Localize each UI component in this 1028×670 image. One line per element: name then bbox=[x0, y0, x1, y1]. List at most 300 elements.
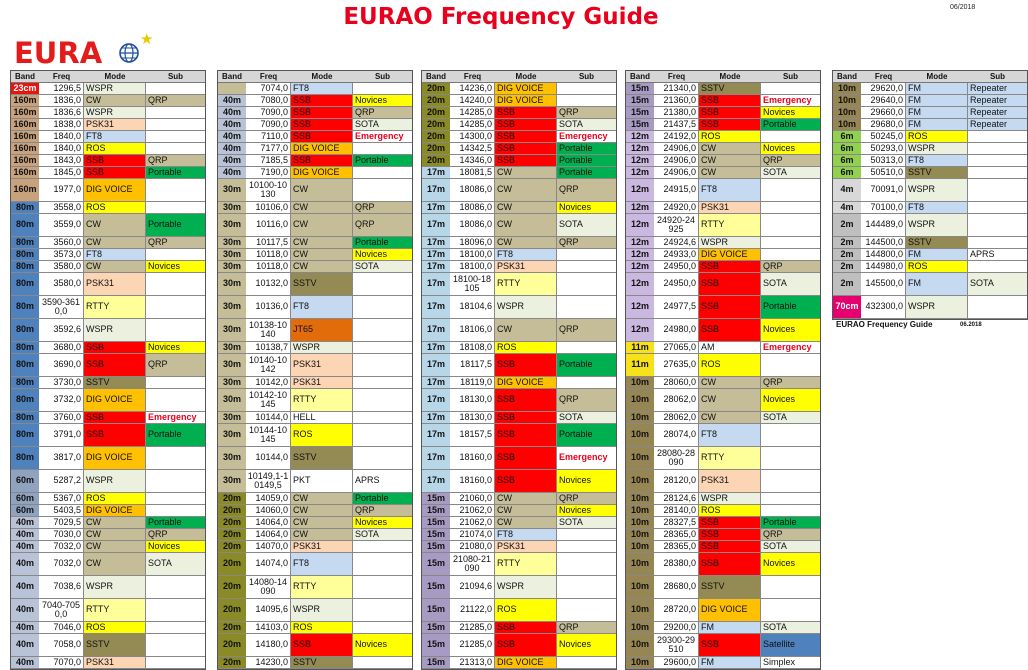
freq-cell: 29600,0 bbox=[654, 657, 699, 668]
band-cell: 15m bbox=[422, 493, 451, 504]
freq-cell: 18106,0 bbox=[450, 319, 495, 341]
table-row bbox=[218, 167, 412, 179]
band-cell: 15m bbox=[422, 529, 451, 540]
sub-cell bbox=[353, 576, 412, 598]
band-cell: 15m bbox=[626, 119, 655, 130]
table-row bbox=[218, 95, 412, 107]
sub-cell: QRP bbox=[353, 107, 412, 118]
freq-cell: 28327,5 bbox=[654, 517, 699, 528]
logo-text: EURA bbox=[14, 36, 103, 70]
sub-cell bbox=[557, 576, 616, 598]
band-cell: 10m bbox=[626, 541, 655, 552]
freq-cell: 18086,0 bbox=[450, 202, 495, 213]
freq-cell: 7032,0 bbox=[39, 541, 84, 552]
band-cell: 20m bbox=[422, 131, 451, 142]
band-cell: 17m bbox=[422, 237, 451, 248]
band-cell: 10m bbox=[626, 447, 655, 469]
mode-cell: PSK31 bbox=[699, 470, 761, 492]
mode-cell: ROS bbox=[495, 342, 557, 353]
table-row bbox=[422, 214, 616, 237]
sub-cell: Novices bbox=[557, 505, 616, 516]
mode-cell: PSK31 bbox=[291, 354, 353, 376]
freq-cell: 10100-10130 bbox=[246, 179, 291, 201]
sub-cell: QRP bbox=[557, 179, 616, 201]
sub-cell: Portable bbox=[353, 237, 412, 248]
table-row bbox=[422, 505, 616, 517]
mode-cell: CW bbox=[699, 155, 761, 166]
band-cell: 12m bbox=[626, 214, 655, 236]
mode-cell: ROS bbox=[291, 622, 353, 633]
band-cell: 80m bbox=[11, 273, 40, 295]
mode-cell: SSB bbox=[84, 167, 146, 178]
sub-cell: QRP bbox=[761, 155, 820, 166]
freq-cell: 18100,0 bbox=[450, 249, 495, 260]
sub-cell: Portable bbox=[146, 214, 205, 236]
sub-cell bbox=[146, 107, 205, 118]
table-row bbox=[833, 155, 1027, 167]
freq-cell: 24977,5 bbox=[654, 296, 699, 318]
table-row bbox=[626, 412, 820, 424]
sub-cell: Novices bbox=[761, 143, 820, 154]
mode-cell: SSB bbox=[291, 634, 353, 656]
band-cell: 10m bbox=[833, 95, 862, 106]
table-row bbox=[11, 412, 205, 424]
mode-cell: WSPR bbox=[291, 342, 353, 353]
table-row bbox=[11, 529, 205, 541]
sub-cell bbox=[146, 634, 205, 656]
date-label: 06/2018 bbox=[950, 4, 976, 11]
table-row bbox=[218, 576, 412, 599]
freq-cell: 14095,6 bbox=[246, 599, 291, 621]
table-row bbox=[833, 107, 1027, 119]
sub-cell bbox=[146, 119, 205, 130]
freq-cell: 144500,0 bbox=[861, 237, 906, 248]
band-cell: 12m bbox=[626, 261, 655, 272]
freq-cell: 18100-18105 bbox=[450, 273, 495, 295]
mode-cell: SSB bbox=[84, 354, 146, 376]
freq-cell: 27065,0 bbox=[654, 342, 699, 353]
table-row bbox=[218, 143, 412, 155]
sub-cell bbox=[146, 319, 205, 341]
mode-cell: RTTY bbox=[84, 599, 146, 621]
column-header: Sub bbox=[167, 72, 184, 81]
mode-cell: SSB bbox=[699, 119, 761, 130]
band-cell: 40m bbox=[218, 143, 247, 154]
freq-cell: 14059,0 bbox=[246, 493, 291, 504]
sub-cell: Simplex bbox=[761, 657, 820, 668]
sub-cell bbox=[146, 296, 205, 318]
sub-cell bbox=[557, 261, 616, 272]
column-header: Sub bbox=[374, 72, 391, 81]
sub-cell: QRP bbox=[761, 529, 820, 540]
band-cell: 30m bbox=[218, 237, 247, 248]
sub-cell: Emergency bbox=[761, 342, 820, 353]
freq-cell: 21360,0 bbox=[654, 95, 699, 106]
freq-cell: 21122,0 bbox=[450, 599, 495, 621]
table-row bbox=[626, 237, 820, 249]
mode-cell: CW bbox=[291, 202, 353, 213]
band-cell: 4m bbox=[833, 202, 862, 213]
band-cell: 10m bbox=[626, 389, 655, 411]
freq-cell: 1838,0 bbox=[39, 119, 84, 130]
sub-cell bbox=[557, 273, 616, 295]
table-row bbox=[218, 505, 412, 517]
table-header bbox=[422, 71, 616, 83]
sub-cell bbox=[968, 155, 1027, 166]
table-row bbox=[626, 296, 820, 319]
band-cell: 20m bbox=[218, 541, 247, 552]
table-row bbox=[626, 167, 820, 179]
mode-cell: WSPR bbox=[84, 470, 146, 492]
sub-cell: QRP bbox=[353, 202, 412, 213]
freq-cell: 28062,0 bbox=[654, 389, 699, 411]
freq-cell: 14064,0 bbox=[246, 529, 291, 540]
sub-cell: QRP bbox=[146, 354, 205, 376]
sub-cell: Portable bbox=[557, 167, 616, 178]
band-cell: 30m bbox=[218, 319, 247, 341]
sub-cell: Portable bbox=[557, 155, 616, 166]
mode-cell: WSPR bbox=[906, 143, 968, 154]
mode-cell: ROS bbox=[84, 622, 146, 633]
band-cell: 30m bbox=[218, 296, 247, 318]
band-cell: 10m bbox=[626, 553, 655, 575]
mode-cell: SSB bbox=[495, 143, 557, 154]
sub-cell bbox=[557, 95, 616, 106]
table-row bbox=[422, 202, 616, 214]
freq-cell: 21060,0 bbox=[450, 493, 495, 504]
mode-cell: ROS bbox=[495, 599, 557, 621]
table-row bbox=[422, 517, 616, 529]
sub-cell bbox=[761, 354, 820, 376]
mode-cell: FM bbox=[699, 622, 761, 633]
table-row bbox=[833, 202, 1027, 214]
mode-cell: SSB bbox=[495, 119, 557, 130]
table-row bbox=[626, 354, 820, 377]
table-row bbox=[218, 179, 412, 202]
table-row bbox=[626, 143, 820, 155]
band-cell: 20m bbox=[218, 493, 247, 504]
frequency-table bbox=[832, 70, 1028, 320]
band-cell: 17m bbox=[422, 273, 451, 295]
table-row bbox=[626, 529, 820, 541]
band-cell: 20m bbox=[218, 517, 247, 528]
mode-cell: SSB bbox=[699, 296, 761, 318]
table-row bbox=[218, 319, 412, 342]
sub-cell: Novices bbox=[353, 95, 412, 106]
table-row bbox=[218, 599, 412, 622]
mode-cell: WSPR bbox=[495, 576, 557, 598]
mode-cell: WSPR bbox=[84, 319, 146, 341]
mode-cell: RTTY bbox=[699, 447, 761, 469]
freq-cell: 18157,5 bbox=[450, 424, 495, 446]
mode-cell: CW bbox=[84, 261, 146, 272]
table-row bbox=[833, 167, 1027, 179]
band-cell: 20m bbox=[218, 529, 247, 540]
freq-cell: 28720,0 bbox=[654, 599, 699, 621]
freq-cell: 7046,0 bbox=[39, 622, 84, 633]
sub-cell bbox=[761, 599, 820, 621]
sub-cell: Repeater bbox=[968, 107, 1027, 118]
freq-cell: 14103,0 bbox=[246, 622, 291, 633]
mode-cell: CW bbox=[495, 493, 557, 504]
band-cell: 2m bbox=[833, 249, 862, 260]
band-cell: 160m bbox=[11, 167, 40, 178]
sub-cell bbox=[146, 202, 205, 213]
band-cell: 12m bbox=[626, 131, 655, 142]
band-cell: 160m bbox=[11, 119, 40, 130]
mode-cell: FM bbox=[906, 273, 968, 295]
sub-cell bbox=[353, 319, 412, 341]
freq-cell: 3560,0 bbox=[39, 237, 84, 248]
sub-cell bbox=[353, 657, 412, 668]
table-row bbox=[422, 389, 616, 412]
band-cell: 160m bbox=[11, 107, 40, 118]
table-row bbox=[218, 657, 412, 669]
table-row bbox=[422, 424, 616, 447]
sub-cell: QRP bbox=[146, 237, 205, 248]
freq-cell: 7038,6 bbox=[39, 576, 84, 598]
freq-cell: 1836,6 bbox=[39, 107, 84, 118]
table-row bbox=[422, 622, 616, 634]
table-row bbox=[218, 131, 412, 143]
mode-cell: PSK31 bbox=[84, 273, 146, 295]
sub-cell bbox=[761, 505, 820, 516]
sub-cell: Novices bbox=[353, 634, 412, 656]
table-row bbox=[422, 131, 616, 143]
band-cell: 40m bbox=[11, 553, 40, 575]
sub-cell bbox=[968, 296, 1027, 318]
band-cell: 2m bbox=[833, 261, 862, 272]
table-row bbox=[218, 412, 412, 424]
freq-cell: 10117,5 bbox=[246, 237, 291, 248]
band-cell: 20m bbox=[422, 83, 451, 94]
freq-cell: 3573,0 bbox=[39, 249, 84, 260]
table-row bbox=[833, 143, 1027, 155]
sub-cell: SOTA bbox=[761, 167, 820, 178]
band-cell: 15m bbox=[422, 576, 451, 598]
band-cell: 15m bbox=[422, 599, 451, 621]
band-cell: 10m bbox=[626, 493, 655, 504]
band-cell: 11m bbox=[626, 354, 655, 376]
mode-cell: CW bbox=[291, 505, 353, 516]
sub-cell: Novices bbox=[146, 261, 205, 272]
mode-cell: DIG VOICE bbox=[495, 377, 557, 388]
sub-cell bbox=[968, 261, 1027, 272]
freq-cell: 7058,0 bbox=[39, 634, 84, 656]
freq-cell: 21080-21090 bbox=[450, 553, 495, 575]
sub-cell: Novices bbox=[557, 470, 616, 492]
mode-cell: ROS bbox=[84, 493, 146, 504]
table-row bbox=[218, 529, 412, 541]
band-cell: 10m bbox=[626, 424, 655, 446]
band-cell: 70cm bbox=[833, 296, 862, 318]
column-header: Band bbox=[222, 72, 242, 81]
freq-cell: 14074,0 bbox=[246, 553, 291, 575]
band-cell: 30m bbox=[218, 202, 247, 213]
sub-cell bbox=[557, 83, 616, 94]
band-cell: 6m bbox=[833, 167, 862, 178]
freq-cell: 10142-10145 bbox=[246, 389, 291, 411]
band-cell: 20m bbox=[218, 599, 247, 621]
band-cell: 10m bbox=[626, 599, 655, 621]
freq-cell: 29680,0 bbox=[861, 119, 906, 130]
sub-cell bbox=[146, 505, 205, 516]
band-cell: 40m bbox=[218, 131, 247, 142]
table-row bbox=[11, 541, 205, 553]
mode-cell: CW bbox=[291, 529, 353, 540]
sub-cell: Novices bbox=[761, 319, 820, 341]
sub-cell bbox=[353, 424, 412, 446]
freq-cell: 1296,5 bbox=[39, 83, 84, 94]
mode-cell: SSB bbox=[495, 155, 557, 166]
freq-cell: 28074,0 bbox=[654, 424, 699, 446]
freq-cell: 1845,0 bbox=[39, 167, 84, 178]
table-row bbox=[11, 377, 205, 389]
sub-cell bbox=[353, 179, 412, 201]
table-row bbox=[422, 634, 616, 657]
sub-cell: SOTA bbox=[557, 517, 616, 528]
mode-cell: SSB bbox=[495, 447, 557, 469]
freq-cell: 24950,0 bbox=[654, 273, 699, 295]
sub-cell: SOTA bbox=[557, 119, 616, 130]
mode-cell: SSB bbox=[495, 412, 557, 423]
table-row bbox=[218, 214, 412, 237]
freq-cell: 3559,0 bbox=[39, 214, 84, 236]
sub-cell: Repeater bbox=[968, 119, 1027, 130]
sub-cell bbox=[353, 622, 412, 633]
sub-cell bbox=[146, 83, 205, 94]
mode-cell: WSPR bbox=[906, 296, 968, 318]
mode-cell: CW bbox=[495, 214, 557, 236]
table-row bbox=[422, 167, 616, 179]
table-row bbox=[626, 424, 820, 447]
band-cell: 30m bbox=[218, 214, 247, 236]
freq-cell: 3580,0 bbox=[39, 273, 84, 295]
mode-cell: DIG VOICE bbox=[699, 599, 761, 621]
freq-cell: 3580,0 bbox=[39, 261, 84, 272]
sub-cell: QRP bbox=[761, 261, 820, 272]
sub-cell: Portable bbox=[761, 517, 820, 528]
band-cell: 80m bbox=[11, 261, 40, 272]
band-cell: 40m bbox=[218, 167, 247, 178]
mode-cell: SSB bbox=[699, 541, 761, 552]
sub-cell: Novices bbox=[146, 342, 205, 353]
sub-cell: QRP bbox=[353, 505, 412, 516]
freq-cell: 7070,0 bbox=[39, 657, 84, 668]
freq-cell: 28680,0 bbox=[654, 576, 699, 598]
band-cell: 80m bbox=[11, 342, 40, 353]
band-cell: 15m bbox=[422, 541, 451, 552]
table-row bbox=[626, 389, 820, 412]
table-row bbox=[422, 377, 616, 389]
sub-cell: Novices bbox=[557, 634, 616, 656]
table-row bbox=[626, 249, 820, 261]
sub-cell: QRP bbox=[146, 95, 205, 106]
table-row bbox=[422, 354, 616, 377]
table-row bbox=[422, 529, 616, 541]
sub-cell bbox=[353, 167, 412, 178]
band-cell: 20m bbox=[218, 657, 247, 668]
table-row bbox=[11, 214, 205, 237]
sub-cell bbox=[761, 424, 820, 446]
mode-cell: CW bbox=[291, 179, 353, 201]
band-cell: 17m bbox=[422, 342, 451, 353]
band-cell: 15m bbox=[422, 553, 451, 575]
table-row bbox=[11, 576, 205, 599]
mode-cell: CW bbox=[84, 529, 146, 540]
sub-cell bbox=[353, 412, 412, 423]
table-row bbox=[626, 517, 820, 529]
mode-cell: FT8 bbox=[906, 155, 968, 166]
table-row bbox=[422, 155, 616, 167]
globe-icon bbox=[118, 42, 140, 64]
table-row bbox=[218, 493, 412, 505]
band-cell: 80m bbox=[11, 319, 40, 341]
freq-cell: 7080,0 bbox=[246, 95, 291, 106]
band-cell: 10m bbox=[833, 83, 862, 94]
mode-cell: FT8 bbox=[495, 249, 557, 260]
band-cell: 15m bbox=[422, 622, 451, 633]
band-cell: 80m bbox=[11, 424, 40, 446]
band-cell: 80m bbox=[11, 377, 40, 388]
band-cell: 30m bbox=[218, 412, 247, 423]
sub-cell bbox=[968, 179, 1027, 201]
band-cell: 15m bbox=[422, 657, 451, 668]
mode-cell: RTTY bbox=[291, 576, 353, 598]
mode-cell: SSB bbox=[699, 517, 761, 528]
band-cell: 20m bbox=[422, 155, 451, 166]
sub-cell bbox=[557, 296, 616, 318]
sub-cell bbox=[557, 529, 616, 540]
band-cell bbox=[218, 83, 247, 94]
sub-cell: Novices bbox=[761, 389, 820, 411]
freq-cell: 10116,0 bbox=[246, 214, 291, 236]
table-row bbox=[626, 541, 820, 553]
sub-cell bbox=[146, 249, 205, 260]
freq-cell: 24980,0 bbox=[654, 319, 699, 341]
freq-cell: 29300-29510 bbox=[654, 634, 699, 656]
sub-cell: Portable bbox=[353, 493, 412, 504]
table-row bbox=[626, 553, 820, 576]
table-row bbox=[422, 319, 616, 342]
mode-cell: FT8 bbox=[291, 83, 353, 94]
band-cell: 40m bbox=[11, 529, 40, 540]
band-cell: 40m bbox=[11, 517, 40, 528]
table-row bbox=[11, 143, 205, 155]
table-row bbox=[218, 107, 412, 119]
sub-cell bbox=[557, 377, 616, 388]
sub-cell: SOTA bbox=[761, 273, 820, 295]
freq-cell: 14346,0 bbox=[450, 155, 495, 166]
mode-cell: CW bbox=[84, 214, 146, 236]
sub-cell: APRS bbox=[353, 470, 412, 492]
band-cell: 15m bbox=[626, 107, 655, 118]
band-cell: 15m bbox=[626, 95, 655, 106]
band-cell: 160m bbox=[11, 143, 40, 154]
mode-cell: PSK31 bbox=[495, 261, 557, 272]
mode-cell: WSPR bbox=[699, 237, 761, 248]
sub-cell bbox=[761, 447, 820, 469]
mode-cell: SSB bbox=[699, 95, 761, 106]
sub-cell: QRP bbox=[557, 389, 616, 411]
mode-cell: CW bbox=[699, 377, 761, 388]
freq-cell: 21437,5 bbox=[654, 119, 699, 130]
band-cell: 6m bbox=[833, 131, 862, 142]
band-cell: 30m bbox=[218, 342, 247, 353]
band-cell: 20m bbox=[422, 95, 451, 106]
sub-cell: SOTA bbox=[353, 261, 412, 272]
footer-note: EURAO Frequency Guide bbox=[836, 320, 933, 329]
